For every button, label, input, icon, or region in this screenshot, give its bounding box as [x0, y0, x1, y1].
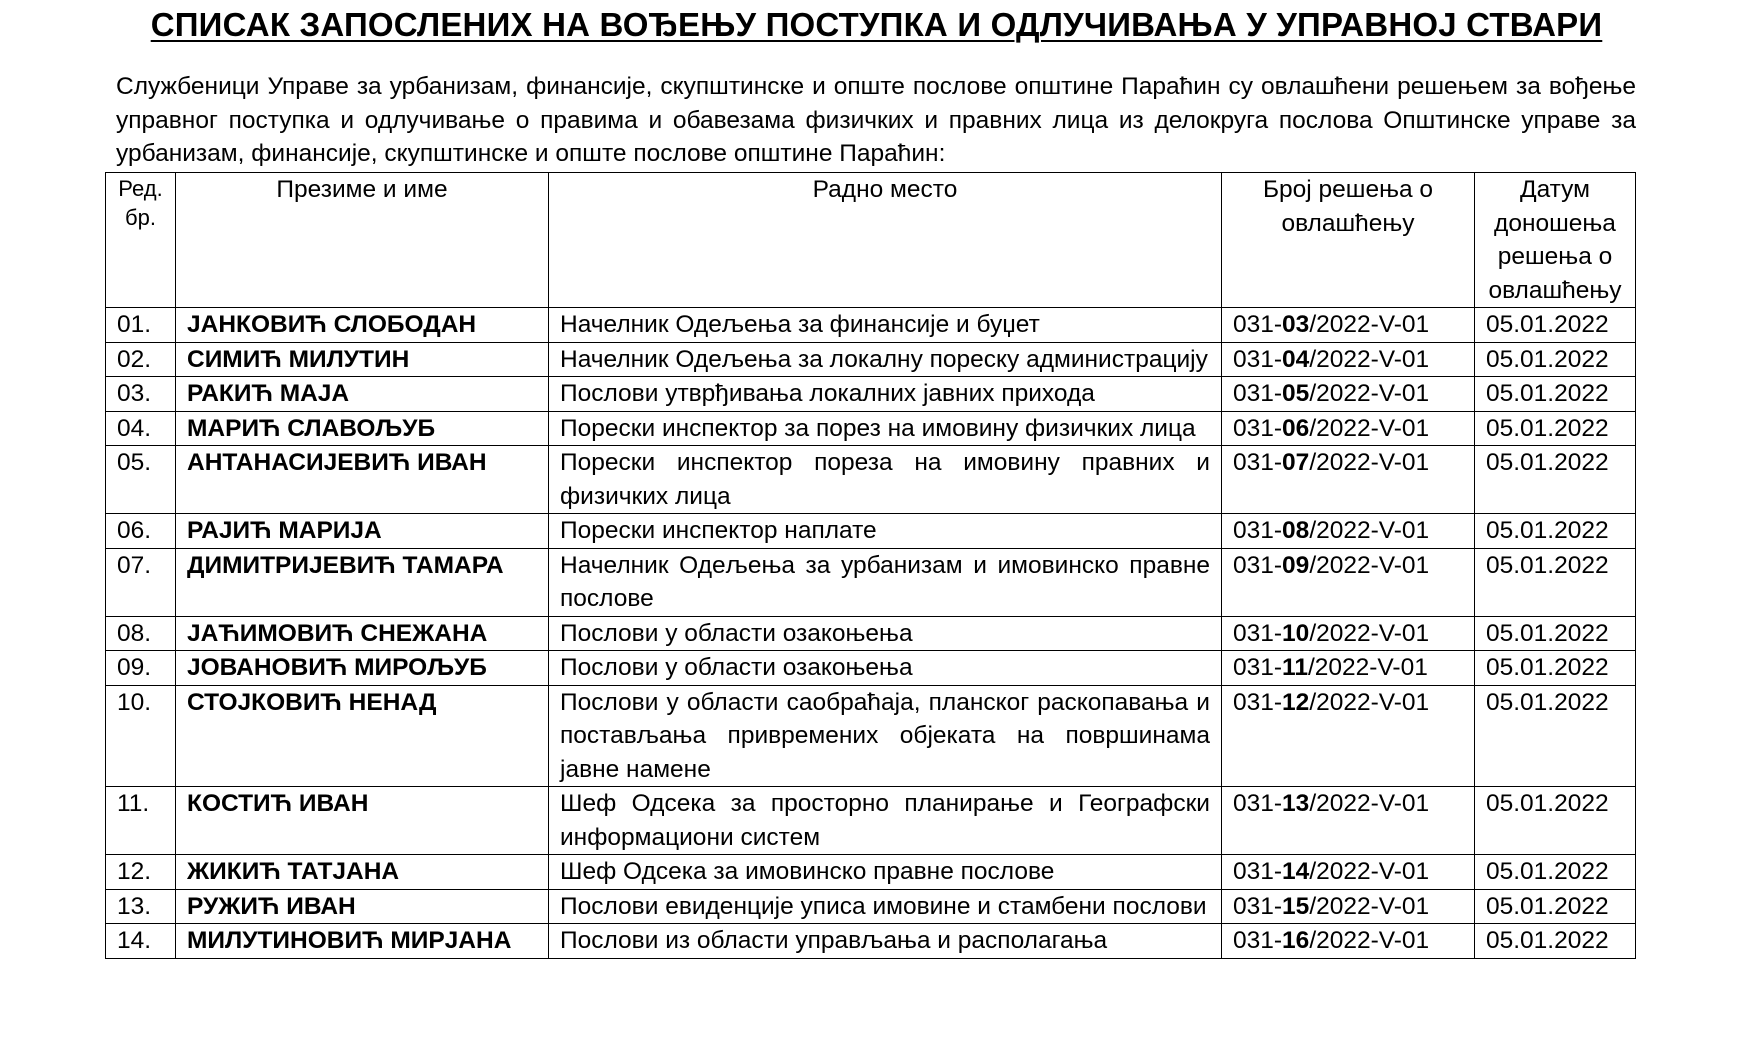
- row-number-cell: 06.: [106, 514, 176, 549]
- decision-date-cell: 05.01.2022: [1475, 377, 1636, 412]
- position-cell: Шеф Одсека за имовинско правне послове: [549, 855, 1222, 890]
- table-row: [106, 411, 1636, 446]
- decision-suffix: /2022-V-01: [1309, 551, 1430, 579]
- decision-date-cell: 05.01.2022: [1475, 651, 1636, 686]
- table-row: [106, 855, 1636, 890]
- decision-prefix: 031-: [1233, 654, 1283, 681]
- decision-prefix: 031-: [1233, 517, 1283, 544]
- decision-date-cell: 05.01.2022: [1475, 514, 1636, 549]
- row-number-cell: 07.: [106, 548, 176, 616]
- decision-suffix: /2022-V-01: [1309, 688, 1430, 716]
- table-row: [106, 548, 1636, 616]
- employee-name-cell: МИЛУТИНОВИЋ МИРЈАНА: [176, 924, 549, 959]
- table-row: [106, 342, 1636, 377]
- decision-date-cell: 05.01.2022: [1475, 787, 1636, 855]
- employee-name-cell: АНТАНАСИЈЕВИЋ ИВАН: [176, 446, 549, 514]
- position-cell: Послови у области саобраћаја, планског раскопавања и постављања привремених објеката на површинама јавне намене: [549, 685, 1222, 787]
- decision-number: 15: [1282, 892, 1310, 920]
- decision-suffix: /2022-V-01: [1309, 892, 1430, 920]
- decision-date-cell: 05.01.2022: [1475, 308, 1636, 343]
- row-number-cell: 14.: [106, 924, 176, 959]
- decision-number: 03: [1282, 311, 1310, 338]
- row-number-cell: 02.: [106, 342, 176, 377]
- employee-name-cell: ЈОВАНОВИЋ МИРОЉУБ: [176, 651, 549, 686]
- decision-number: 09: [1282, 551, 1310, 579]
- position-cell: Шеф Одсека за просторно планирање и Географски информациони систем: [549, 787, 1222, 855]
- decision-number-cell: [1222, 889, 1475, 924]
- decision-suffix: /2022-V-01: [1309, 619, 1430, 647]
- position-cell: Послови из области управљања и располагања: [549, 924, 1222, 959]
- table-row: [106, 651, 1636, 686]
- position-cell: Послови утврђивања локалних јавних прихода: [549, 377, 1222, 412]
- decision-date-cell: 05.01.2022: [1475, 446, 1636, 514]
- position-cell: Начелник Одељења за локалну пореску администрацију: [549, 342, 1222, 377]
- decision-number-cell: [1222, 308, 1475, 343]
- employee-name-cell: МАРИЋ СЛАВОЉУБ: [176, 411, 549, 446]
- decision-suffix: /2022-V-01: [1309, 858, 1430, 885]
- decision-prefix: 031-: [1233, 345, 1283, 373]
- decision-prefix: 031-: [1233, 858, 1283, 885]
- row-number-cell: 09.: [106, 651, 176, 686]
- decision-date-cell: 05.01.2022: [1475, 548, 1636, 616]
- employee-name-cell: ЈАНКОВИЋ СЛОБОДАН: [176, 308, 549, 343]
- position-cell: Послови у области озакоњења: [549, 616, 1222, 651]
- decision-suffix: /2022-V-01: [1309, 380, 1430, 407]
- decision-suffix: /2022-V-01: [1309, 345, 1430, 373]
- staff-table: [105, 172, 1636, 959]
- position-cell: Послови у области озакоњења: [549, 651, 1222, 686]
- header-name: Презиме и име: [176, 173, 549, 308]
- decision-prefix: 031-: [1233, 927, 1283, 954]
- row-number-cell: 10.: [106, 685, 176, 787]
- position-cell: Порески инспектор пореза на имовину правних и физичких лица: [549, 446, 1222, 514]
- row-number-cell: 13.: [106, 889, 176, 924]
- header-decision-number: Број решења о овлашћењу: [1222, 173, 1475, 308]
- decision-date-cell: 05.01.2022: [1475, 411, 1636, 446]
- position-cell: Послови евиденције уписа имовине и стамбени послови: [549, 889, 1222, 924]
- decision-number-cell: [1222, 514, 1475, 549]
- employee-name-cell: КОСТИЋ ИВАН: [176, 787, 549, 855]
- decision-number-cell: [1222, 548, 1475, 616]
- decision-number: 08: [1282, 517, 1310, 544]
- decision-number: 10: [1282, 619, 1310, 647]
- decision-suffix: /2022-V-01: [1309, 414, 1430, 442]
- position-cell: Начелник Одељења за урбанизам и имовинско правне послове: [549, 548, 1222, 616]
- row-number-cell: 08.: [106, 616, 176, 651]
- decision-number: 05: [1282, 380, 1310, 407]
- table-row: [106, 308, 1636, 343]
- decision-date-cell: 05.01.2022: [1475, 342, 1636, 377]
- decision-number-cell: [1222, 787, 1475, 855]
- employee-name-cell: СИМИЋ МИЛУТИН: [176, 342, 549, 377]
- decision-prefix: 031-: [1233, 311, 1283, 338]
- decision-prefix: 031-: [1233, 892, 1283, 920]
- table-row: [106, 889, 1636, 924]
- header-row-number: Ред. бр.: [106, 173, 176, 308]
- decision-prefix: 031-: [1233, 414, 1283, 442]
- decision-suffix: /2022-V-01: [1307, 654, 1428, 681]
- decision-number-cell: [1222, 411, 1475, 446]
- decision-number: 13: [1282, 790, 1310, 817]
- decision-number: 11: [1282, 654, 1308, 681]
- decision-number: 16: [1282, 927, 1310, 954]
- employee-name-cell: РАЈИЋ МАРИЈА: [176, 514, 549, 549]
- decision-number-cell: [1222, 924, 1475, 959]
- table-row: [106, 787, 1636, 855]
- decision-number: 04: [1282, 345, 1310, 373]
- row-number-cell: 11.: [106, 787, 176, 855]
- employee-name-cell: ЖИКИЋ ТАТЈАНА: [176, 855, 549, 890]
- decision-date-cell: 05.01.2022: [1475, 855, 1636, 890]
- intro-paragraph: Службеници Управе за урбанизам, финансије, скупштинске и опште послове општине Параћин су овлашћени решењем за вођење управног поступка и одлучивање о правима и обавезама физичких и правних лица из делокруга послова Општинске управе за урбанизам, финансије, скупштинске и опште послове општине Параћин:: [116, 73, 1636, 167]
- decision-number-cell: [1222, 685, 1475, 787]
- decision-prefix: 031-: [1233, 790, 1283, 817]
- decision-prefix: 031-: [1233, 688, 1283, 716]
- employee-name-cell: ДИМИТРИЈЕВИЋ ТАМАРА: [176, 548, 549, 616]
- decision-prefix: 031-: [1233, 551, 1283, 579]
- decision-date-cell: 05.01.2022: [1475, 616, 1636, 651]
- table-row: [106, 377, 1636, 412]
- decision-number-cell: [1222, 651, 1475, 686]
- decision-suffix: /2022-V-01: [1309, 790, 1430, 817]
- position-cell: Начелник Одељења за финансије и буџет: [549, 308, 1222, 343]
- table-body: [106, 308, 1636, 959]
- table-row: [106, 924, 1636, 959]
- decision-number: 14: [1282, 858, 1310, 885]
- decision-date-cell: 05.01.2022: [1475, 685, 1636, 787]
- employee-name-cell: РАКИЋ МАЈА: [176, 377, 549, 412]
- decision-number-cell: [1222, 342, 1475, 377]
- decision-suffix: /2022-V-01: [1309, 449, 1430, 476]
- row-number-cell: 03.: [106, 377, 176, 412]
- decision-number: 07: [1282, 449, 1310, 476]
- employee-name-cell: СТОЈКОВИЋ НЕНАД: [176, 685, 549, 787]
- decision-number-cell: [1222, 377, 1475, 412]
- decision-suffix: /2022-V-01: [1309, 927, 1430, 954]
- row-number-cell: 01.: [106, 308, 176, 343]
- decision-date-cell: 05.01.2022: [1475, 924, 1636, 959]
- decision-number: 06: [1282, 414, 1310, 442]
- table-header-row: [106, 173, 1636, 308]
- decision-suffix: /2022-V-01: [1309, 517, 1430, 544]
- row-number-cell: 04.: [106, 411, 176, 446]
- header-decision-date: Датум доношења решења о овлашћењу: [1475, 173, 1636, 308]
- row-number-cell: 05.: [106, 446, 176, 514]
- decision-number-cell: [1222, 616, 1475, 651]
- employee-name-cell: ЈАЋИМОВИЋ СНЕЖАНА: [176, 616, 549, 651]
- decision-number: 12: [1282, 688, 1310, 716]
- header-position: Радно место: [549, 173, 1222, 308]
- table-row: [106, 446, 1636, 514]
- decision-prefix: 031-: [1233, 449, 1283, 476]
- table-row: [106, 616, 1636, 651]
- table-row: [106, 514, 1636, 549]
- decision-prefix: 031-: [1233, 619, 1283, 647]
- position-cell: Порески инспектор за порез на имовину физичких лица: [549, 411, 1222, 446]
- page-title: СПИСАК ЗАПОСЛЕНИХ НА ВОЂЕЊУ ПОСТУПКА И ОДЛУЧИВАЊА У УПРАВНОЈ СТВАРИ: [150, 6, 1603, 43]
- decision-suffix: /2022-V-01: [1309, 311, 1430, 338]
- employee-name-cell: РУЖИЋ ИВАН: [176, 889, 549, 924]
- decision-date-cell: 05.01.2022: [1475, 889, 1636, 924]
- position-cell: Порески инспектор наплате: [549, 514, 1222, 549]
- table-row: [106, 685, 1636, 787]
- decision-number-cell: [1222, 855, 1475, 890]
- decision-number-cell: [1222, 446, 1475, 514]
- decision-prefix: 031-: [1233, 380, 1283, 407]
- row-number-cell: 12.: [106, 855, 176, 890]
